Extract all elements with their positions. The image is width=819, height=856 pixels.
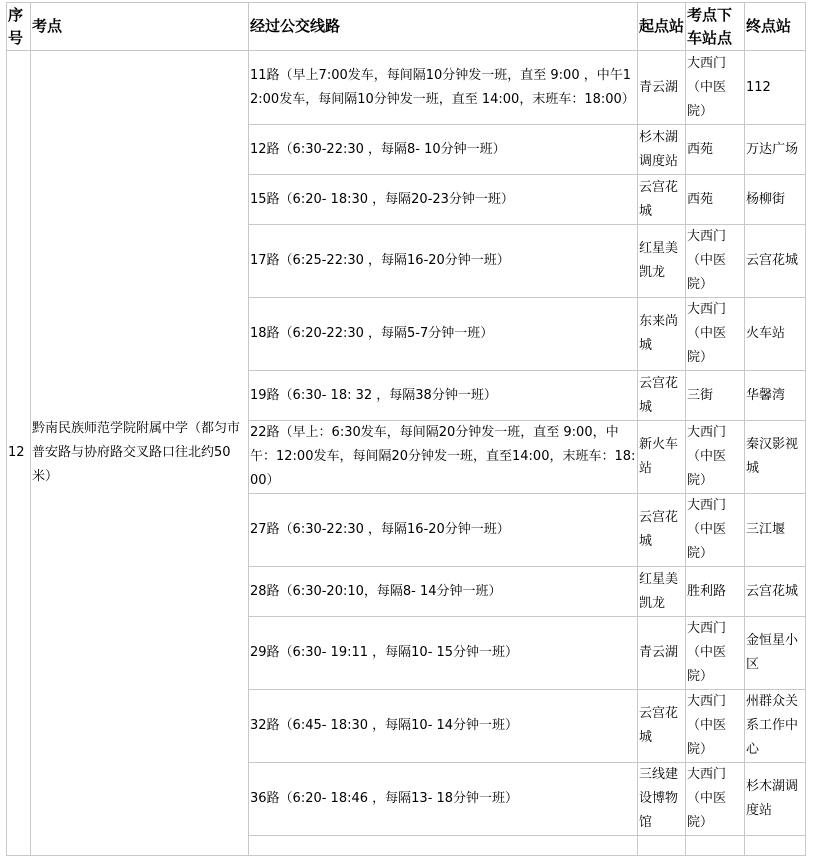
end-cell <box>745 836 806 856</box>
route-cell: 29路（6:30- 19:11 ，每隔10- 15分钟一班） <box>249 617 638 690</box>
start-cell: 云宫花城 <box>638 494 686 567</box>
header-row <box>7 3 806 51</box>
header-exam-point: 考点 <box>31 3 249 51</box>
start-cell: 青云湖 <box>638 617 686 690</box>
header-stop-station: 考点下车站点 <box>686 3 745 51</box>
stop-cell: 西苑 <box>686 175 745 225</box>
stop-cell: 大西门（中医院） <box>686 494 745 567</box>
route-cell: 12路（6:30-22:30 ，每隔8- 10分钟一班） <box>249 125 638 175</box>
route-cell: 11路（早上7:00发车，每间隔10分钟发一班，直至 9:00 ，中午12:00发车，每间隔10分钟发一班，直至 14:00，末班车：18:00） <box>249 51 638 125</box>
start-cell <box>638 836 686 856</box>
start-cell: 云宫花城 <box>638 690 686 763</box>
end-cell: 杉木湖调度站 <box>745 763 806 836</box>
route-cell: 18路（6:20-22:30 ，每隔5-7分钟一班） <box>249 298 638 371</box>
stop-cell: 大西门（中医院） <box>686 763 745 836</box>
start-cell: 红星美凯龙 <box>638 225 686 298</box>
end-cell: 杨柳街 <box>745 175 806 225</box>
start-cell: 红星美凯龙 <box>638 567 686 617</box>
stop-cell: 西苑 <box>686 125 745 175</box>
end-cell: 火车站 <box>745 298 806 371</box>
start-cell: 杉木湖调度站 <box>638 125 686 175</box>
stop-cell: 三街 <box>686 371 745 421</box>
end-cell: 秦汉影视城 <box>745 421 806 494</box>
route-cell: 28路（6:30-20:10，每隔8- 14分钟一班） <box>249 567 638 617</box>
start-cell: 云宫花城 <box>638 175 686 225</box>
stop-cell: 大西门（中医院） <box>686 617 745 690</box>
stop-cell: 大西门（中医院） <box>686 51 745 125</box>
route-cell: 17路（6:25-22:30 ，每隔16-20分钟一班） <box>249 225 638 298</box>
stop-cell <box>686 836 745 856</box>
stop-cell: 大西门（中医院） <box>686 421 745 494</box>
route-cell: 36路（6:20- 18:46 ，每隔13- 18分钟一班） <box>249 763 638 836</box>
end-cell: 云宫花城 <box>745 225 806 298</box>
start-cell: 云宫花城 <box>638 371 686 421</box>
header-seq: 序号 <box>7 3 31 51</box>
end-cell: 三江堰 <box>745 494 806 567</box>
route-cell: 19路（6:30- 18: 32 ，每隔38分钟一班） <box>249 371 638 421</box>
route-cell: 22路（早上：6:30发车，每间隔20分钟发一班，直至 9:00，中午：12:00发车，每间隔20分钟发一班，直至14:00，末班车：18:00） <box>249 421 638 494</box>
route-cell: 27路（6:30-22:30 ，每隔16-20分钟一班） <box>249 494 638 567</box>
header-start-station: 起点站 <box>638 3 686 51</box>
seq-number: 12 <box>7 51 31 856</box>
stop-cell: 大西门（中医院） <box>686 298 745 371</box>
end-cell: 万达广场 <box>745 125 806 175</box>
start-cell: 东来尚城 <box>638 298 686 371</box>
end-cell: 112 <box>745 51 806 125</box>
bus-route-table <box>6 2 806 856</box>
end-cell: 州群众关系工作中心 <box>745 690 806 763</box>
stop-cell: 大西门（中医院） <box>686 225 745 298</box>
header-end-station: 终点站 <box>745 3 806 51</box>
stop-cell: 胜利路 <box>686 567 745 617</box>
route-cell <box>249 836 638 856</box>
start-cell: 新火车站 <box>638 421 686 494</box>
stop-cell: 大西门（中医院） <box>686 690 745 763</box>
route-cell: 32路（6:45- 18:30 ，每隔10- 14分钟一班） <box>249 690 638 763</box>
end-cell: 金恒星小区 <box>745 617 806 690</box>
exam-point-name: 黔南民族师范学院附属中学（都匀市普安路与协府路交叉路口往北约50米） <box>31 51 249 856</box>
header-bus-route: 经过公交线路 <box>249 3 638 51</box>
end-cell: 华馨湾 <box>745 371 806 421</box>
end-cell: 云宫花城 <box>745 567 806 617</box>
start-cell: 青云湖 <box>638 51 686 125</box>
start-cell: 三线建设博物馆 <box>638 763 686 836</box>
table-row <box>7 51 806 125</box>
route-cell: 15路（6:20- 18:30 ，每隔20-23分钟一班） <box>249 175 638 225</box>
